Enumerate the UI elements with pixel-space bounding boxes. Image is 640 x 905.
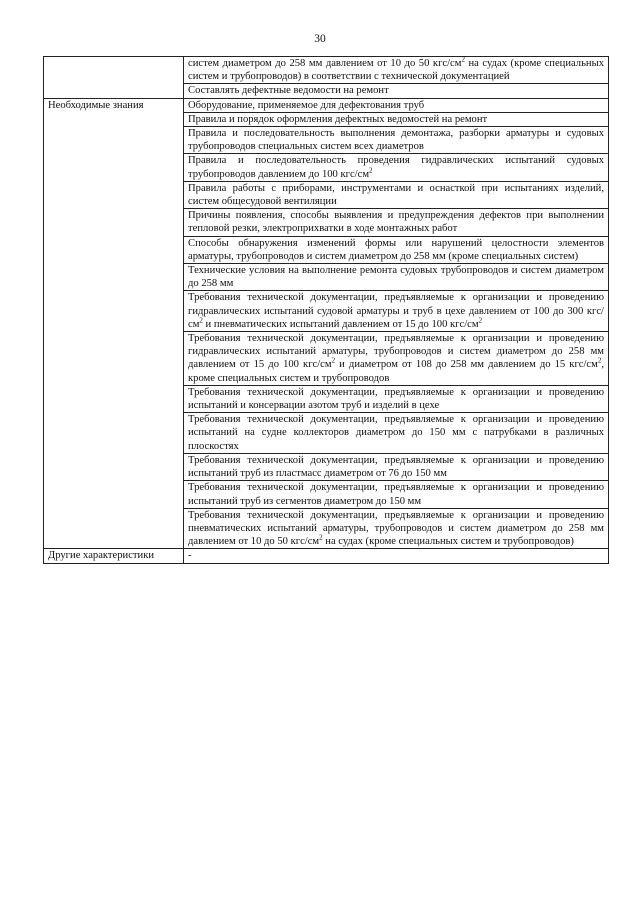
other-characteristics-row (44, 549, 609, 563)
row-text: Правила и порядок оформления дефектных ведомостей на ремонт (184, 112, 609, 126)
row-text: Требования технической документации, предъявляемые к организации и проведению испытаний труб из сегментов диаметром до 150 мм (184, 481, 609, 508)
knowledge-row (44, 98, 609, 112)
page-number: 30 (314, 33, 326, 45)
row-text: Оборудование, применяемое для дефектования труб (184, 98, 609, 112)
row-text: Требования технической документации, предъявляемые к организации и проведению гидравлических испытаний судовой арматуры и труб в цехе давлением от 100 до 300 кгс/$см^2$ и пневматических испытаний давлением от 15 до 100 кгс/$см^2$ (184, 291, 609, 332)
empty-label-cell (44, 57, 184, 99)
knowledge-label: Необходимые знания (44, 98, 184, 549)
row-text: Требования технической документации, предъявляемые к организации и проведению испытаний труб из пластмасс диаметром от 76 до 150 мм (184, 453, 609, 480)
other-characteristics-value: - (184, 549, 609, 563)
row-text: Технические условия на выполнение ремонта судовых трубопроводов и систем диаметром до 258 мм (184, 264, 609, 291)
row-text: Требования технической документации, предъявляемые к организации и проведению гидравлических испытаний арматуры, трубопроводов и систем диаметром до 258 мм давлением от 15 до 100 кгс/$см^2$ и диаметром от 108 до 258 мм давлением до 15 кгс/$см^2$, кроме специальных систем и трубопроводов (184, 332, 609, 386)
skill-row (44, 57, 609, 84)
row-text: Требования технической документации, предъявляемые к организации и проведению испытаний и консервации азотом труб и изделий в цехе (184, 385, 609, 412)
other-characteristics-label: Другие характеристики (44, 549, 184, 563)
row-text: Составлять дефектные ведомости на ремонт (184, 84, 609, 98)
row-text: Правила работы с приборами, инструментами и оснасткой при испытаниях изделий, систем общесудовой вентиляции (184, 181, 609, 208)
row-text: Способы обнаружения изменений формы или нарушений целостности элементов арматуры, трубопроводов и систем диаметром до 258 мм (кроме специальных систем) (184, 236, 609, 263)
row-text: Правила и последовательность выполнения демонтажа, разборки арматуры и судовых трубопроводов специальных систем всех диаметров (184, 127, 609, 154)
row-text: Причины появления, способы выявления и предупреждения дефектов при выполнении тепловой резки, электроприхватки в ходе монтажных работ (184, 209, 609, 236)
row-text: Требования технической документации, предъявляемые к организации и проведению испытаний на судне коллекторов диаметром до 150 мм с патрубками в различных плоскостях (184, 413, 609, 454)
row-text: Требования технической документации, предъявляемые к организации и проведению пневматических испытаний арматуры, трубопроводов и систем диаметром до 258 мм давлением от 10 до 50 кгс/$см^2$ на судах (кроме специальных систем и трубопроводов) (184, 508, 609, 549)
row-text: систем диаметром до 258 мм давлением от 10 до 50 кгс/$см^2$ на судах (кроме специальных систем и трубопроводов) в соответствии с технической документацией (184, 57, 609, 84)
row-text: Правила и последовательность проведения гидравлических испытаний судовых трубопроводов давлением до 100 кгс/$см^2$ (184, 154, 609, 181)
requirements-table (43, 56, 609, 564)
